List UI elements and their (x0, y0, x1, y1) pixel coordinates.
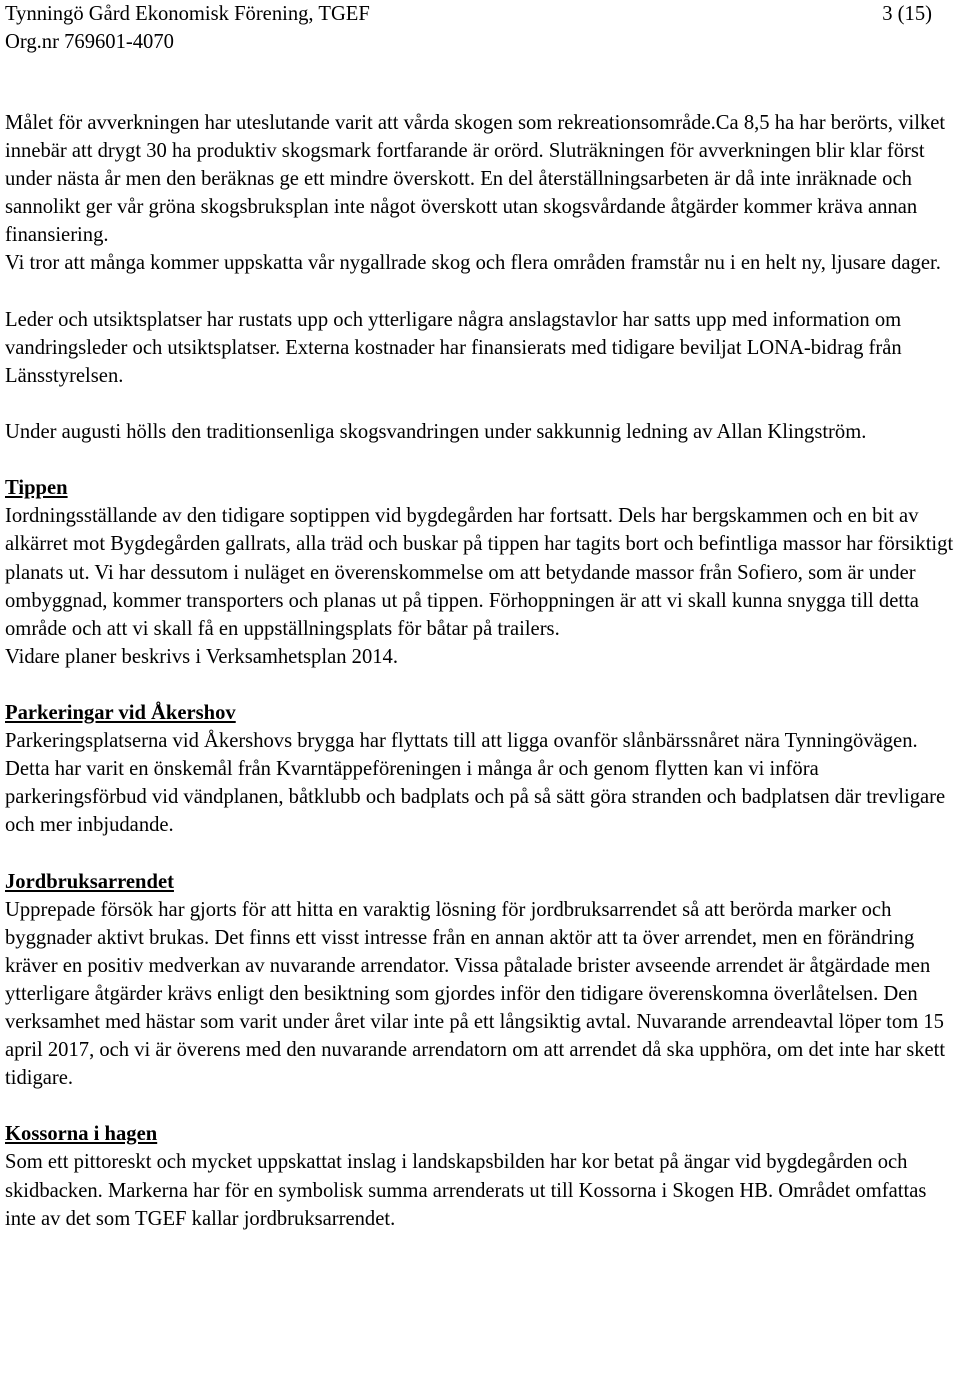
section-kossorna (5, 1120, 957, 1232)
paragraph: Iordningsställande av den tidigare soptippen vid bygdegården har fortsatt. Dels har bergskammen och en bit av alkärret mot Bygdegården gallrats, alla träd och buskar på tippen har tagits bort och befintliga massor har försiktigt planats ut. Vi har dessutom i nuläget en överenskommelse om att betydande massor från Sofiero, som är under ombyggnad, kommer transporters och planas ut på tippen. Förhoppningen är att vi skall kunna snygga till detta område och att vi skall få en uppställningsplats för båtar på trailers. (5, 505, 954, 640)
paragraph: Vidare planer beskrivs i Verksamhetsplan 2014. (5, 645, 398, 668)
paragraph: Vi tror att många kommer uppskatta vår nygallrade skog och flera områden framstår nu i en helt ny, ljusare dager. (5, 252, 941, 275)
section-tippen (5, 474, 957, 671)
document-body (5, 109, 957, 1261)
section-heading-tippen: Tippen (5, 477, 68, 500)
page-number: 3 (15) (882, 3, 932, 25)
section-skogsvandring (5, 418, 957, 446)
section-parkeringar (5, 699, 957, 839)
section-avverkning (5, 109, 957, 278)
section-heading-parkeringar: Parkeringar vid Åkershov (5, 701, 236, 724)
section-heading-jordbruksarrendet: Jordbruksarrendet (5, 870, 174, 893)
page-header (5, 0, 957, 58)
document-page (5, 0, 957, 1230)
paragraph: Målet för avverkningen har uteslutande varit att vårda skogen som rekreationsområde.Ca 8,5 ha har berörts, vilket innebär att drygt 30 ha produktiv skogsmark fortfarande är orörd. Sluträkningen för avverkningen blir klar först under nästa år men den beräknas ge ett mindre överskott. En del återställningsarbeten är då inte inräknade och sannolikt ger vår gröna skogsbruksplan inte något överskott utan skogsvårdande åtgärder kommer kräva annan finansiering. (5, 112, 946, 247)
section-jordbruksarrendet (5, 868, 957, 1093)
organization-name: Tynningö Gård Ekonomisk Förening, TGEF (5, 3, 370, 25)
section-heading-kossorna: Kossorna i hagen (5, 1123, 158, 1146)
organization-number: Org.nr 769601-4070 (5, 31, 174, 53)
paragraph: Som ett pittoreskt och mycket uppskattat inslag i landskapsbilden har kor betat på ängar vid bygdegården och skidbacken. Markerna har för en symbolisk summa arrenderats ut till Kossorna i Skogen HB. Området omfattas inte av det som TGEF kallar jordbruksarrendet. (5, 1151, 927, 1230)
paragraph: Upprepade försök har gjorts för att hitta en varaktig lösning för jordbruksarrendet så att berörda marker och byggnader aktivt brukas. Det finns ett visst intresse från en annan aktör att ta över arrendet, men en förändring kräver en positiv medverkan av nuvarande arrendator. Vissa påtalade brister avseende arrendet är åtgärdade men ytterligare åtgärder krävs enligt den besiktning som gjordes inför den tidigare överenskomna överlåtelsen. Den verksamhet med hästar som varit under året vilar inte på ett långsiktig avtal. Nuvarande arrendeavtal löper tom 15 april 2017, och vi är överens med den nuvarande arrendatorn om att arrendet då ska upphöra, om det inte har skett tidigare. (5, 898, 946, 1090)
paragraph: Under augusti hölls den traditionsenliga skogsvandringen under sakkunnig ledning av Allan Klingström. (5, 421, 867, 444)
section-leder (5, 306, 957, 390)
paragraph: Parkeringsplatserna vid Åkershovs brygga har flyttats till att ligga ovanför slånbärssnåret nära Tynningövägen. Detta har varit en önskemål från Kvarntäppeföreningen i många år och genom flytten kan vi införa parkeringsförbud vid vändplanen, båtklubb och badplats och på så sätt göra stranden och badplatsen där trevligare och mer inbjudande. (5, 730, 946, 837)
paragraph: Leder och utsiktsplatser har rustats upp och ytterligare några anslagstavlor har satts upp med information om vandringsleder och utsiktsplatser. Externa kostnader har finansierats med tidigare beviljat LONA-bidrag från Länsstyrelsen. (5, 308, 902, 387)
